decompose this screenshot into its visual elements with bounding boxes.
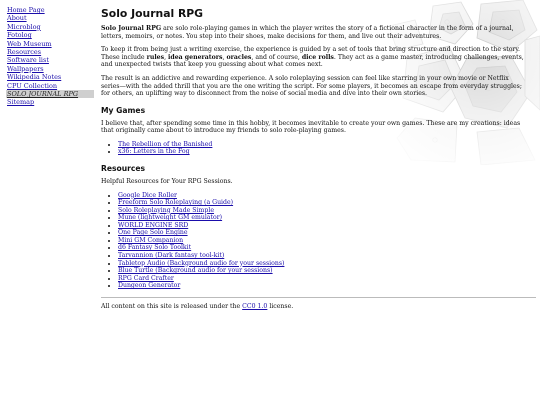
resources-list: [101, 192, 529, 290]
sidebar-nav: [6, 6, 94, 107]
my-games-text: I believe that, after spending some time in this hobby, it becomes inevitable to create your own games. These are my creations: ideas that originally came about to introduce my friends to solo role-playing games.: [101, 119, 521, 135]
result-paragraph: The result is an addictive and rewarding experience. A solo roleplaying session can feel like starring in your own movie or Netflix series—with the added thrill that you are the one writing the script. For some players, it becomes an escape from everyday struggles; for others, an uplifting way to disconnect from the noise of social media and dive into their own stories.: [101, 74, 522, 98]
resource-item: [118, 282, 529, 290]
resource-item: [118, 199, 529, 207]
nav-link[interactable]: Resources: [7, 48, 42, 57]
license-link[interactable]: CC0 1.0: [242, 302, 268, 310]
resources-text: Helpful Resources for Your RPG Sessions.: [101, 178, 233, 186]
resource-link[interactable]: Solo Roleplaying Made Simple: [118, 206, 214, 214]
resource-item: [118, 252, 529, 260]
resource-item: [118, 267, 529, 275]
nav-link[interactable]: Wikipedia Notes: [7, 73, 62, 82]
game-item: [118, 148, 529, 156]
resource-link[interactable]: RPG Card Crafter: [118, 274, 174, 282]
nav-link[interactable]: Wallpapers: [7, 64, 44, 73]
resource-item: [118, 214, 529, 222]
resource-link[interactable]: Freeform Solo Roleplaying (a Guide): [118, 199, 234, 207]
game-item: [118, 141, 529, 149]
term-idea-generators: idea generators: [168, 53, 223, 61]
resource-link[interactable]: WORLD ENGINE SRD: [118, 221, 189, 229]
nav-link[interactable]: Fotolog: [7, 31, 32, 40]
tools-sep: ,: [164, 53, 169, 61]
resource-item: [118, 237, 529, 245]
resource-item: [118, 275, 529, 283]
resource-link[interactable]: d6 Fantasy Solo Toolkit: [118, 244, 192, 252]
tools-paragraph: [101, 46, 529, 69]
footer-divider: [101, 297, 536, 298]
nav-link[interactable]: Web Museum: [7, 39, 52, 48]
resources-heading: Resources: [101, 164, 146, 174]
intro-paragraph: [101, 25, 529, 40]
my-games-heading: My Games: [101, 105, 146, 115]
resource-item: [118, 192, 529, 200]
footer-text-before: All content on this site is released under the: [101, 302, 243, 310]
game-link[interactable]: x36: Letters in the Fog: [118, 148, 190, 156]
game-link[interactable]: The Rebellion of the Banished: [118, 140, 213, 148]
resource-item: [118, 222, 529, 230]
resource-link[interactable]: Blue Turtle (Background audio for your sessions): [118, 267, 273, 275]
resource-link[interactable]: Tabletop Audio (Background audio for your sessions): [118, 259, 285, 267]
resource-link[interactable]: Tarvannion (Dark fantasy tool-kit): [118, 252, 225, 259]
term-oracles: oracles: [226, 53, 252, 61]
tools-text-before: To keep it from being just a writing exercise, the experience is guided by a set of tools that bring structure and direction to the story. These include: [101, 46, 521, 61]
nav-link[interactable]: Sitemap: [7, 98, 35, 107]
nav-link[interactable]: Home Page: [7, 6, 45, 14]
nav-link[interactable]: Microblog: [7, 22, 41, 31]
resource-item: [118, 229, 529, 237]
nav-link[interactable]: About: [7, 14, 27, 23]
resource-link[interactable]: Mini GM Companion: [118, 236, 184, 244]
nav-link[interactable]: Software list: [7, 56, 49, 65]
resource-link[interactable]: Mune (lightweight GM emulator): [118, 214, 223, 222]
footer: [101, 303, 529, 311]
resource-link[interactable]: Dungeon Generator: [118, 282, 181, 290]
main-content: [101, 5, 529, 310]
footer-text-after: license.: [267, 302, 294, 310]
nav-link[interactable]: CPU Collection: [7, 81, 58, 90]
resource-item: [118, 244, 529, 252]
resource-item: [118, 260, 529, 268]
tools-sep: , and of course,: [251, 53, 302, 61]
resource-link[interactable]: One Page Solo Engine: [118, 229, 188, 237]
term-dice-rolls: dice rolls: [301, 53, 334, 61]
my-games-list: [101, 141, 529, 156]
intro-term: Solo Journal RPG: [101, 25, 162, 32]
resource-item: [118, 207, 529, 215]
tools-text-after: . They act as a game master, introducing challenges, events, and unexpected twists that keep you guessing about what comes next.: [101, 53, 524, 69]
tools-sep: ,: [222, 53, 227, 61]
nav-link[interactable]: SOLO JOURNAL RPG: [6, 90, 94, 98]
term-rules: rules: [146, 53, 165, 61]
page-title: Solo Journal RPG: [101, 7, 204, 20]
resource-link[interactable]: Google Dice Roller: [118, 191, 177, 199]
intro-text: are solo role-playing games in which the player writes the story of a fictional character in the form of a journal, letters, memoirs, or notes. You step into their shoes, make decisions for them, and live out their adventures.: [101, 25, 514, 40]
